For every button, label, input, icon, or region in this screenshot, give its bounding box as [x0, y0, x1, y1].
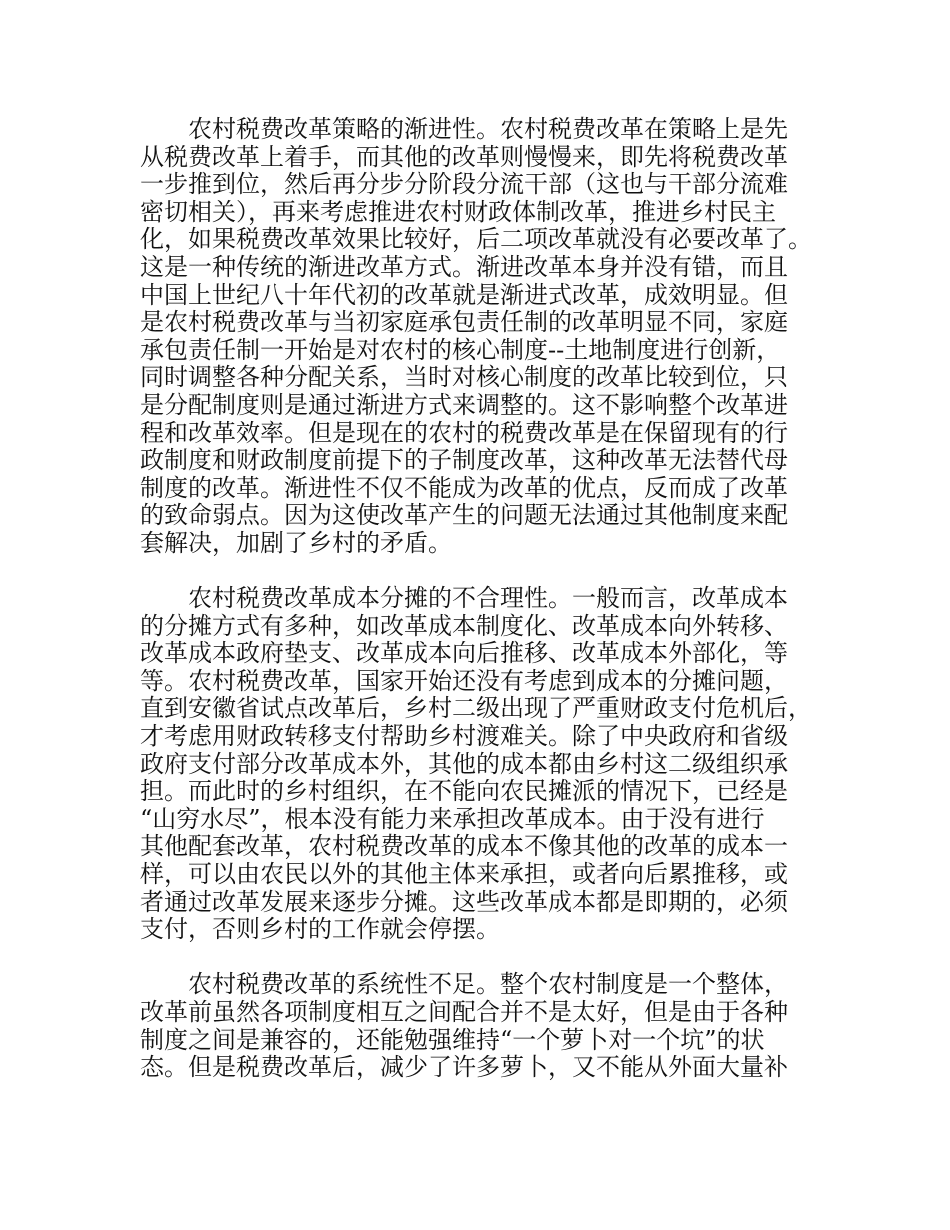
text-line: 才考虑用财政转移支付帮助乡村渡难关。除了中央政府和省级 [140, 722, 788, 751]
paragraph-gradualism [140, 116, 830, 558]
text-line: 直到安徽省试点改革后，乡村二级出现了严重财政支付危机后， [140, 694, 812, 723]
text-line: 程和改革效率。但是现在的农村的税费改革是在保留现有的行 [140, 418, 788, 447]
text-line: 是分配制度则是通过渐进方式来调整的。这不影响整个改革进 [140, 390, 788, 419]
text-line: 的致命弱点。因为这使改革产生的问题无法通过其他制度来配 [140, 501, 788, 530]
text-line: 制度之间是兼容的，还能勉强维持“一个萝卜对一个坑”的状 [140, 1025, 765, 1054]
text-line: 改革成本政府垫支、改革成本向后推移、改革成本外部化，等 [140, 639, 788, 668]
text-line: 套解决，加剧了乡村的矛盾。 [140, 528, 452, 557]
text-line: 等。农村税费改革，国家开始还没有考虑到成本的分摊问题， [140, 666, 788, 695]
text-line: “山穷水尽”，根本没有能力来承担改革成本。由于没有进行 [140, 804, 765, 833]
text-line: 一步推到位，然后再分步分阶段分流干部（这也与干部分流难 [140, 170, 788, 199]
text-line: 是农村税费改革与当初家庭承包责任制的改革明显不同，家庭 [140, 308, 788, 337]
paragraph-cost-sharing [140, 585, 830, 944]
text-line: 政府支付部分改革成本外，其他的成本都由乡村这二级组织承 [140, 749, 788, 778]
text-line: 密切相关），再来考虑推进农村财政体制改革，推进乡村民主 [140, 197, 776, 226]
text-line: 从税费改革上着手，而其他的改革则慢慢来，即先将税费改革 [140, 142, 788, 171]
text-line: 支付，否则乡村的工作就会停摆。 [140, 915, 500, 944]
text-line: 者通过改革发展来逐步分摊。这些改革成本都是即期的，必须 [140, 887, 788, 916]
text-line: 承包责任制一开始是对农村的核心制度--土地制度进行创新， [140, 335, 781, 364]
text-line: 这是一种传统的渐进改革方式。渐进改革本身并没有错，而且 [140, 252, 788, 281]
text-line: 改革前虽然各项制度相互之间配合并不是太好，但是由于各种 [140, 998, 788, 1026]
text-line: 政制度和财政制度前提下的子制度改革，这种改革无法替代母 [140, 446, 788, 475]
document-body [140, 116, 830, 1109]
text-line: 担。而此时的乡村组织，在不能向农民摊派的情况下，已经是 [140, 777, 788, 806]
text-line: 样，可以由农民以外的其他主体来承担，或者向后累推移，或 [140, 860, 788, 889]
text-line: 农村税费改革的系统性不足。整个农村制度是一个整体， [188, 970, 788, 999]
text-line: 制度的改革。渐进性不仅不能成为改革的优点，反而成了改革 [140, 473, 788, 502]
text-line: 农村税费改革策略的渐进性。农村税费改革在策略上是先 [188, 115, 788, 143]
text-line: 其他配套改革，农村税费改革的成本不像其他的改革的成本一 [140, 832, 788, 861]
text-line: 农村税费改革成本分摊的不合理性。一般而言，改革成本 [188, 584, 788, 613]
text-line: 态。但是税费改革后，减少了许多萝卜，又不能从外面大量补 [140, 1053, 788, 1082]
text-line: 化，如果税费改革效果比较好，后二项改革就没有必要改革了。 [140, 225, 812, 254]
text-line: 同时调整各种分配关系，当时对核心制度的改革比较到位，只 [140, 363, 788, 392]
text-line: 中国上世纪八十年代初的改革就是渐进式改革，成效明显。但 [140, 280, 788, 309]
paragraph-systematicness [140, 971, 830, 1081]
text-line: 的分摊方式有多种，如改革成本制度化、改革成本向外转移、 [140, 611, 788, 640]
